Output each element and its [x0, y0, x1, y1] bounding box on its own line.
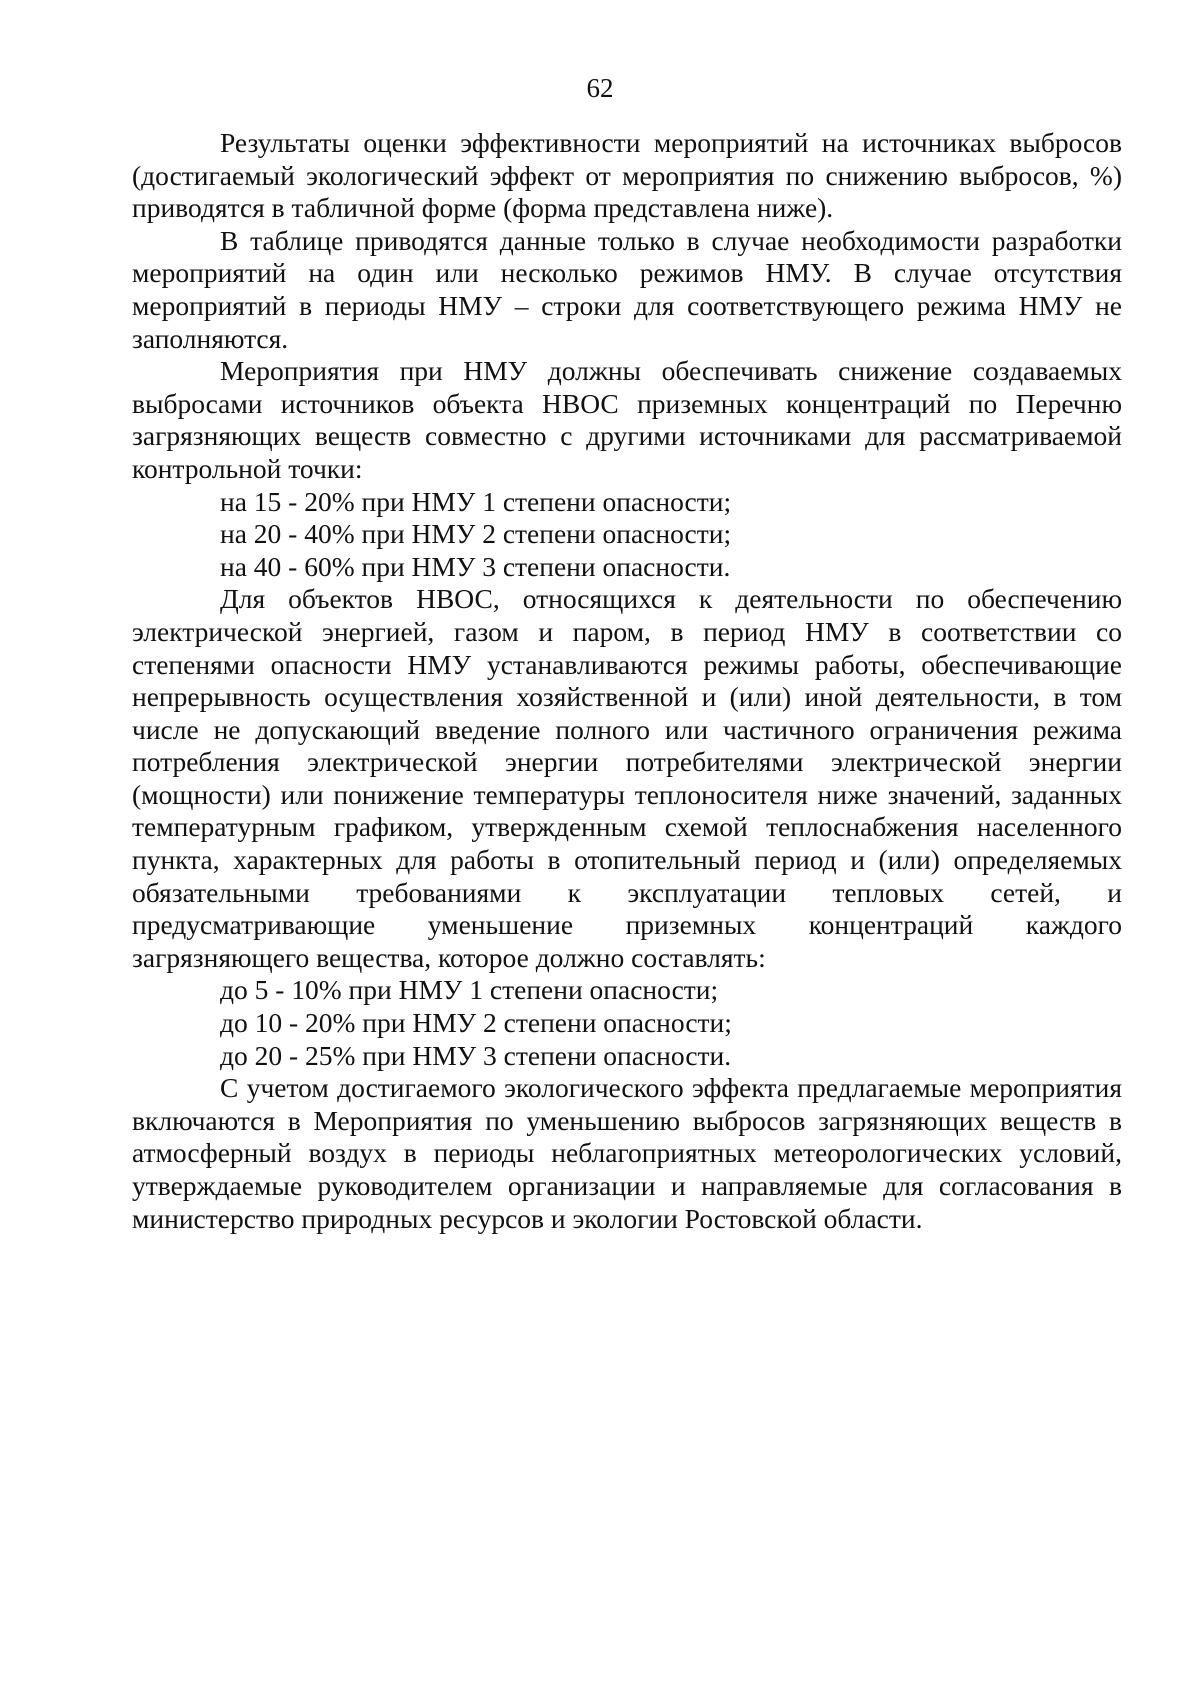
paragraph-assessment-results: Результаты оценки эффективности мероприятий на источниках выбросов (достигаемый экологический эффект от мероприятия по снижению выбросов, %) приводятся в табличной форме (форма представлена ниже).	[132, 127, 1122, 224]
list-item-energy-reduction-level-3: до 20 - 25% при НМУ 3 степени опасности.	[220, 1039, 732, 1071]
list-item-energy-reduction-level-1: до 5 - 10% при НМУ 1 степени опасности;	[220, 974, 719, 1006]
paragraph-measures-approval: С учетом достигаемого экологического эффекта предлагаемые мероприятия включаются в Мероприятия по уменьшению выбросов загрязняющих веществ в атмосферный воздух в периоды неблагоприятных метеорологических условий, утверждаемые руководителем организации и направляемые для согласования в министерство природных ресурсов и экологии Ростовской области.	[132, 1072, 1122, 1234]
paragraph-nmu-requirements: Мероприятия при НМУ должны обеспечивать снижение создаваемых выбросами источников объекта НВОС приземных концентраций по Перечню загрязняющих веществ совместно с другими источниками для рассматриваемой контрольной точки:	[132, 355, 1122, 484]
paragraph-energy-facilities: Для объектов НВОС, относящихся к деятельности по обеспечению электрической энергией, газом и паром, в период НМУ в соответствии со степенями опасности НМУ устанавливаются режимы работы, обеспечивающие непрерывность осуществления хозяйственной и (или) иной деятельности, в том числе не допускающий введение полного или частичного ограничения режима потребления электрической энергии потребителями электрической энергии (мощности) или понижение температуры теплоносителя ниже значений, заданных температурным графиком, утвержденным схемой теплоснабжения населенного пункта, характерных для работы в отопительный период и (или) определяемых обязательными требованиями к эксплуатации тепловых сетей, и предусматривающие уменьшение приземных концентраций каждого загрязняющего вещества, которое должно составлять:	[132, 583, 1122, 973]
list-item-reduction-level-3: на 40 - 60% при НМУ 3 степени опасности.	[220, 550, 731, 582]
list-item-reduction-level-2: на 20 - 40% при НМУ 2 степени опасности;	[220, 518, 732, 550]
paragraph-table-data-note: В таблице приводятся данные только в случае необходимости разработки мероприятий на один или несколько режимов НМУ. В случае отсутствия мероприятий в периоды НМУ – строки для соответствующего режима НМУ не заполняются.	[132, 224, 1122, 354]
list-item-reduction-level-1: на 15 - 20% при НМУ 1 степени опасности;	[220, 485, 732, 517]
page-number: 62	[586, 73, 614, 103]
document-body	[132, 127, 1122, 1235]
list-item-energy-reduction-level-2: до 10 - 20% при НМУ 2 степени опасности;	[220, 1007, 732, 1039]
